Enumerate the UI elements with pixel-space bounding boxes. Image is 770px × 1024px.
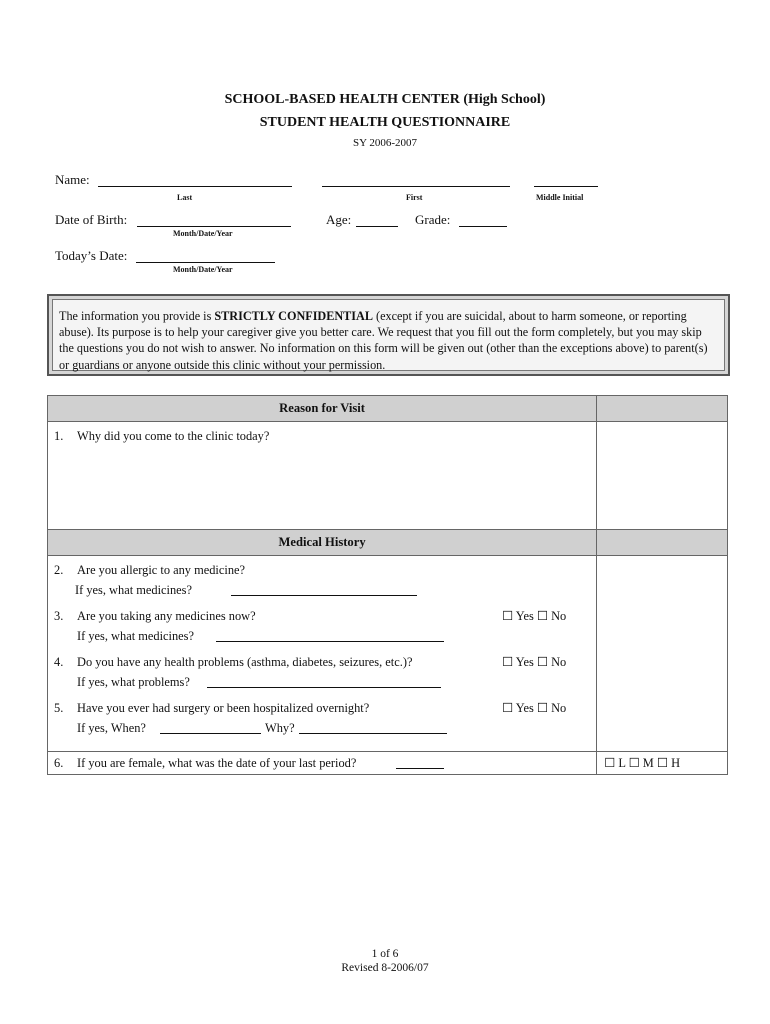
dob-field[interactable] [137,213,291,227]
last-name-field[interactable] [98,173,292,187]
today-date-field[interactable] [136,249,275,263]
middle-initial-caption: Middle Initial [536,193,584,202]
question-5-sub-when: If yes, When? [77,721,146,735]
middle-initial-field[interactable] [534,173,598,187]
medical-history-side-cell[interactable] [597,556,728,752]
question-5-number: 5. [54,701,64,715]
question-2-answer-field[interactable] [231,583,417,596]
today-date-format-caption: Month/Date/Year [173,265,233,274]
question-1-text: Why did you come to the clinic today? [77,429,270,443]
question-3-yes-no-checkboxes[interactable]: ☐ Yes ☐ No [502,609,567,623]
questionnaire-table [47,395,728,775]
question-2-number: 2. [54,563,64,577]
question-1-number: 1. [54,429,64,443]
dob-label: Date of Birth: [55,212,128,227]
question-6-cell [48,752,597,775]
dob-format-caption: Month/Date/Year [173,229,233,238]
age-label: Age: [326,212,352,227]
question-4-answer-field[interactable] [207,675,441,688]
school-year: SY 2006-2007 [352,137,418,149]
question-1-side-cell[interactable] [597,422,728,530]
question-5-yes-no-checkboxes[interactable]: ☐ Yes ☐ No [502,701,567,715]
first-name-field[interactable] [322,173,510,187]
question-4-yes-no-checkboxes[interactable]: ☐ Yes ☐ No [502,655,567,669]
form-subtitle: STUDENT HEALTH QUESTIONNAIRE [259,115,511,130]
age-field[interactable] [356,213,398,227]
medical-section-header-side [597,530,728,556]
today-date-label: Today’s Date: [55,248,128,263]
reason-section-header-side [597,396,728,422]
question-2-sub: If yes, what medicines? [75,583,192,597]
question-6-flow-cell [597,752,728,775]
question-1-cell[interactable] [48,422,597,530]
flow-level-checkboxes[interactable]: ☐ L ☐ M ☐ H [604,756,681,770]
question-5-text: Have you ever had surgery or been hospitalized overnight? [77,701,370,715]
revision-note: Revised 8-2006/07 [341,962,429,974]
question-6-text: If you are female, what was the date of your last period? [77,756,357,770]
confidentiality-notice [47,294,730,376]
question-2-text: Are you allergic to any medicine? [77,563,246,577]
question-4-sub: If yes, what problems? [77,675,190,689]
question-5-when-field[interactable] [160,721,261,734]
last-name-caption: Last [177,193,193,202]
form-title: SCHOOL-BASED HEALTH CENTER (High School) [224,92,546,107]
question-5-sub-why: Why? [265,721,295,735]
name-label: Name: [55,172,90,187]
question-3-number: 3. [54,609,64,623]
question-3-text: Are you taking any medicines now? [77,609,256,623]
first-name-caption: First [406,193,423,202]
medical-history-cell [48,556,597,752]
notice-text-after: (except if you are suicidal, about to harm someone, or reporting abuse). Its purpose is to help your caregiver give you better care. We request that you fill out the form completely, but you may skip the questions you do not wish to answer. No information on this form will be given out (other than the exceptions above) to parent(s) or guardians or anyone outside this clinic without your permission. [59,309,708,372]
medical-section-header: Medical History [48,530,597,556]
grade-label: Grade: [415,212,451,227]
reason-section-header: Reason for Visit [48,396,597,422]
question-3-answer-field[interactable] [216,629,444,642]
question-6-number: 6. [54,756,64,770]
question-5-why-field[interactable] [299,721,447,734]
page-number: 1 of 6 [371,948,399,960]
grade-field[interactable] [459,213,507,227]
notice-emphasis: STRICTLY CONFIDENTIAL [214,309,373,323]
question-6-answer-field[interactable] [396,756,444,769]
question-3-sub: If yes, what medicines? [77,629,194,643]
confidentiality-notice-body [52,299,725,371]
notice-text-before: The information you provide is [59,309,215,323]
question-4-number: 4. [54,655,64,669]
question-4-text: Do you have any health problems (asthma, diabetes, seizures, etc.)? [77,655,413,669]
